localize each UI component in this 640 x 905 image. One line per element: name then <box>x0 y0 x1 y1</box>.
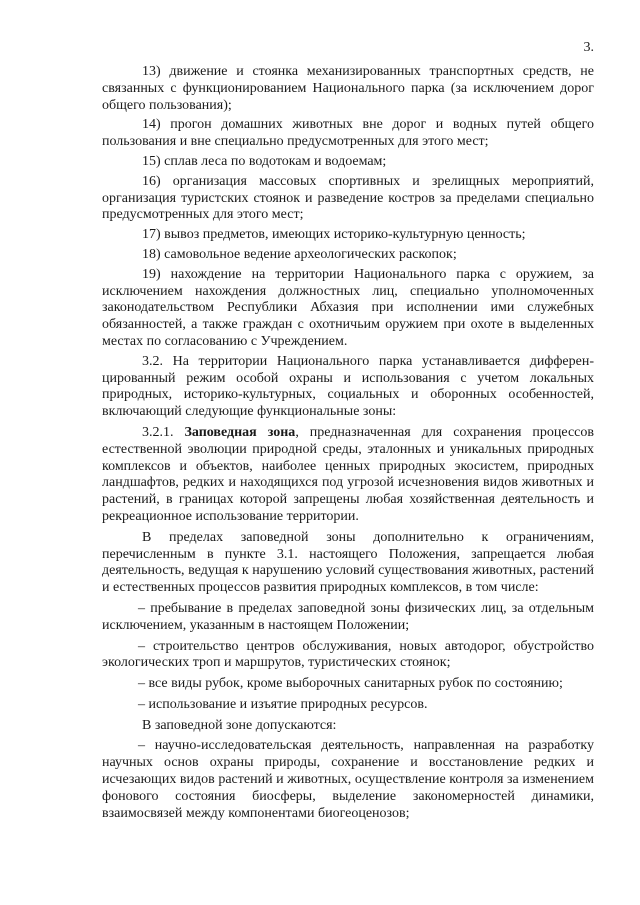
paragraph: В заповедной зоне допускаются: <box>142 717 337 733</box>
zone-description: , предназначенная для сохранения процессов естественной эволюции природной среды, эталонных и уникальных природных комплексов и объектов, наиболее ценных природных экосистем, природных ландшафтов, редких и находящихся под угрозой исчезновения видов животных и растений, в границах которой запрещены любая хозяйственная деятельность и рекреационное использование территории. <box>102 424 594 524</box>
section-number: 3.2.1. <box>142 424 174 440</box>
list-item: – использование и изъятие природных ресурсов. <box>138 696 428 712</box>
list-item: – научно-исследовательская деятельность, направленная на разработку научных основ охраны природы, сохранение и восстановление редких и исчезающих видов растений и животных, осуществление контроля за изменением фонового состояния биосферы, выделение закономерностей динамики, взаимосвязей между компонентами биогеоценозов; <box>102 738 594 821</box>
paragraph: 3.2. На территории Национального парка устанавливается дифференцированный режим особой охраны и использования с учетом локальных природных, историко-культурных, социальных и оборонных особенностей, включающий следующие функциональные зоны: <box>102 353 594 420</box>
paragraph: 16) организация массовых спортивных и зрелищных мероприятий, организация туристских стоянок и разведение костров за пределами специально предусмотренных для этого мест; <box>102 173 594 223</box>
paragraph: 13) движение и стоянка механизированных транспортных средств, не связанных с функционированием Национального парка (за исключением дорог общего пользования); <box>102 64 594 113</box>
paragraph-zone-definition <box>102 425 594 526</box>
paragraph: 17) вывоз предметов, имеющих историко-культурную ценность; <box>142 227 526 243</box>
paragraph: 15) сплав леса по водотокам и водоемам; <box>142 153 387 169</box>
paragraph: 18) самовольное ведение археологических раскопок; <box>142 246 457 262</box>
list-item: – все виды рубок, кроме выборочных санитарных рубок по состоянию; <box>138 676 563 692</box>
page-number: 3. <box>583 40 594 55</box>
paragraph: 19) нахождение на территории Национального парка с оружием, за исключением нахождения должностных лиц, специально уполномоченных законодательством Республики Абхазия при исполнении ими служебных обязанностей, а также граждан с охотничьим оружием при охоте в выделенных местах по согласованию с Учреждением. <box>102 266 594 349</box>
zone-term: Заповедная зона <box>184 424 296 440</box>
list-item: – строительство центров обслуживания, новых автодорог, обустройство экологических троп и маршрутов, туристических стоянок; <box>102 638 594 671</box>
paragraph: 14) прогон домашних животных вне дорог и водных путей общего пользования и вне специально предусмотренных для этого мест; <box>102 117 594 150</box>
document-body <box>102 64 594 826</box>
list-item: – пребывание в пределах заповедной зоны физических лиц, за отдельным исключением, указанным в настоящем Положении; <box>102 600 594 633</box>
paragraph: В пределах заповедной зоны дополнительно к ограничениям, перечисленным в пункте 3.1. настоящего Положения, запрещается любая деятельность, ведущая к нарушению условий существования животных, растений и естественных процессов развития природных комплексов, в том числе: <box>102 529 594 596</box>
